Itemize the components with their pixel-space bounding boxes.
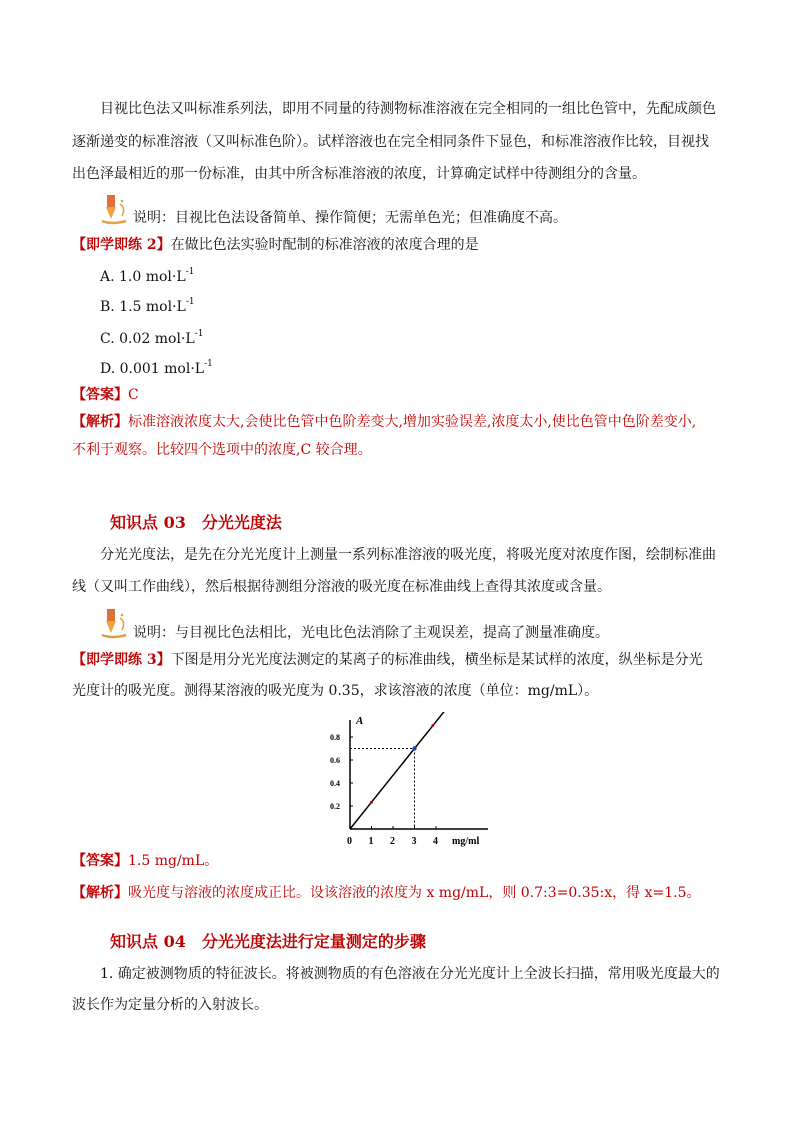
data-point bbox=[412, 746, 416, 750]
pen-icon bbox=[100, 608, 132, 640]
answer-value: 1.5 mg/mL。 bbox=[128, 853, 219, 869]
practice-tag: 【即学即练 3】 bbox=[72, 652, 171, 668]
section-text: 线（又叫工作曲线），然后根据待测组分溶液的吸光度在标准曲线上查得其浓度或含量。 bbox=[72, 579, 611, 595]
practice-question bbox=[72, 236, 479, 254]
x-tick-label: 3 bbox=[411, 836, 417, 847]
answer-tag: 【答案】 bbox=[72, 387, 128, 403]
analysis-line: 【解析】吸光度与溶液的浓度成正比。设该溶液的浓度为 x mg/mL，则 0.7:3=0.35:x，得 x=1.5。 bbox=[72, 885, 701, 901]
analysis-line: 【解析】标准溶液浓度太大,会使比色管中色阶差变大,增加实验误差,浓度太小,使比色管中色阶差变小, bbox=[72, 414, 697, 430]
standard-curve-chart bbox=[328, 712, 498, 852]
y-tick-label: 0.6 bbox=[330, 756, 340, 765]
y-axis-label: A bbox=[356, 715, 364, 727]
intro-line: 逐渐递变的标准溶液（又叫标准色阶）。试样溶液也在完全相同条件下显色，和标准溶液作比较，目视找 bbox=[72, 134, 709, 150]
practice-question: 【即学即练 3】下图是用分光光度法测定的某离子的标准曲线，横坐标是某试样的浓度，纵坐标是分光 bbox=[72, 652, 703, 668]
note-text: 说明：与目视比色法相比，光电比色法消除了主观误差，提高了测量准确度。 bbox=[133, 625, 609, 641]
answer-tag: 【答案】 bbox=[72, 853, 128, 869]
x-tick-label: 2 bbox=[390, 836, 395, 847]
practice-question: 光度计的吸光度。测得某溶液的吸光度为 0.35，求该溶液的浓度（单位：mg/mL）。 bbox=[72, 683, 599, 699]
standard-curve-line bbox=[350, 712, 447, 829]
intro-line: 出色泽最相近的那一份标准，由其中所含标准溶液的浓度，计算确定试样中待测组分的含量。 bbox=[72, 166, 646, 182]
data-point bbox=[370, 801, 373, 804]
pen-icon bbox=[100, 194, 132, 226]
option-a: A. 1.0 $mol\cdot L^{-1}$ bbox=[100, 267, 195, 285]
option-c: C. 0.02 $mol\cdot L^{-1}$ bbox=[100, 329, 204, 347]
option-d: D. 0.001 $mol\cdot L^{-1}$ bbox=[100, 359, 213, 377]
section-text: 波长作为定量分析的入射波长。 bbox=[72, 997, 268, 1013]
intro-line: 目视比色法又叫标准系列法，即用不同量的待测物标准溶液在完全相同的一组比色管中，先配成颜色 bbox=[100, 101, 716, 117]
section-text: 分光光度法，是先在分光光度计上测量一系列标准溶液的吸光度，将吸光度对浓度作图，绘制标准曲 bbox=[100, 547, 716, 563]
data-point bbox=[431, 724, 434, 727]
section-heading: 知识点 03 分光光度法 bbox=[110, 513, 282, 532]
practice-tag: 【即学即练 2】 bbox=[72, 237, 171, 253]
y-tick-label: 0.4 bbox=[330, 779, 340, 788]
analysis-line: 不利于观察。比较四个选项中的浓度,C 较合理。 bbox=[72, 442, 372, 458]
answer-value: C bbox=[128, 387, 139, 403]
answer-line bbox=[72, 386, 139, 404]
section-heading: 知识点 04 分光光度法进行定量测定的步骤 bbox=[110, 932, 426, 951]
question-text: 在做比色法实验时配制的标准溶液的浓度合理的是 bbox=[170, 237, 479, 253]
note-text: 说明：目视比色法设备简单、操作简便；无需单色光；但准确度不高。 bbox=[133, 210, 567, 226]
y-tick-label: 0.8 bbox=[330, 733, 340, 742]
section-text: 1. 确定被测物质的特征波长。将被测物质的有色溶液在分光光度计上全波长扫描，常用吸光度最大的 bbox=[100, 966, 720, 982]
option-b: B. 1.5 $mol\cdot L^{-1}$ bbox=[100, 297, 195, 315]
answer-line bbox=[72, 852, 218, 870]
x-axis-label: mg/ml bbox=[452, 836, 480, 847]
x-tick-label: 1 bbox=[368, 836, 374, 847]
y-tick-label: 0.2 bbox=[330, 802, 340, 811]
analysis-tag: 【解析】 bbox=[72, 885, 128, 901]
analysis-tag: 【解析】 bbox=[72, 414, 128, 430]
x-tick-label: 4 bbox=[433, 836, 438, 847]
x-tick-label: 0 bbox=[347, 836, 352, 847]
